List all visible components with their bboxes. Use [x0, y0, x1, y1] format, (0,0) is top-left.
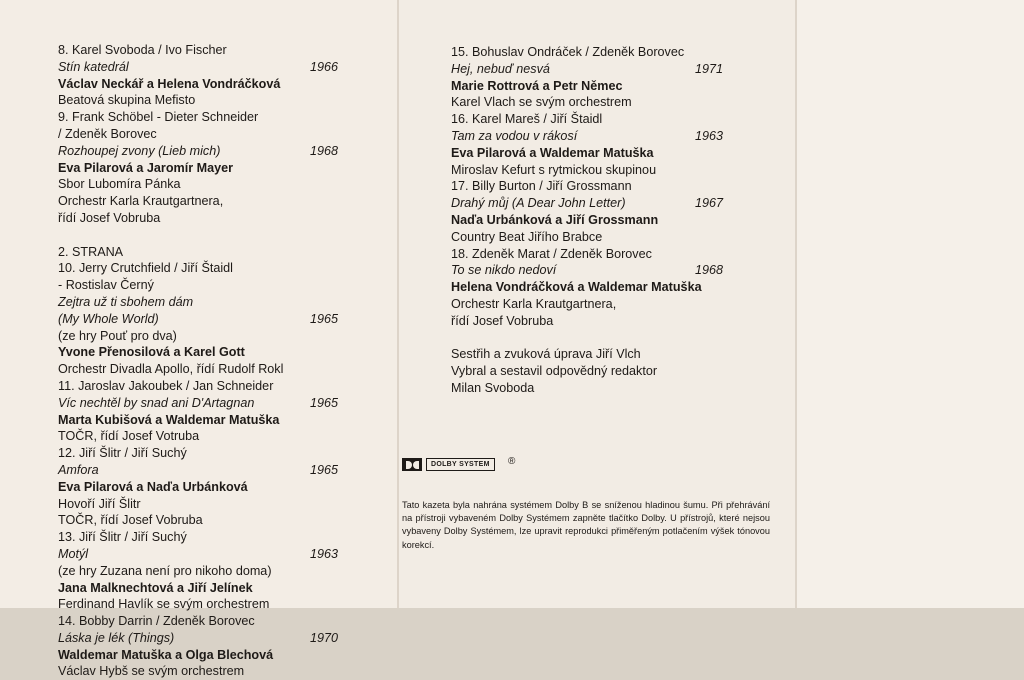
line-text: 15. Bohuslav Ondráček / Zdeněk Borovec: [451, 45, 685, 59]
line-text: Miroslav Kefurt s rytmickou skupinou: [451, 162, 657, 177]
text-line: [58, 613, 338, 630]
line-text: Stín katedrál: [58, 59, 129, 74]
text-line: [451, 162, 723, 179]
line-text: Jana Malknechtová a Jiří Jelínek: [58, 580, 253, 595]
year-label: 1966: [309, 59, 338, 74]
line-text: (My Whole World): [58, 311, 159, 326]
year-label: 1965: [309, 462, 338, 477]
text-line: [451, 78, 723, 95]
line-text: Marta Kubišová a Waldemar Matuška: [58, 412, 280, 427]
line-text: 14. Bobby Darrin / Zdeněk Borovec: [58, 614, 255, 629]
year-label: 1963: [309, 546, 338, 561]
line-text: řídí Josef Vobruba: [58, 210, 161, 225]
line-text: Amfora: [58, 462, 99, 477]
line-text: Milan Svoboda: [451, 380, 535, 395]
text-line: [451, 94, 723, 111]
text-line: [451, 111, 723, 128]
text-line: [451, 313, 723, 330]
line-text: TOČR, řídí Josef Votruba: [58, 429, 200, 444]
line-text: Václav Neckář a Helena Vondráčková: [58, 76, 281, 91]
tracklist-middle: [451, 44, 723, 397]
line-text: 12. Jiří Šlitr / Jiří Suchý: [58, 446, 187, 461]
text-line: [58, 395, 338, 412]
year-label: 1967: [694, 196, 723, 211]
line-text: Orchestr Karla Krautgartnera,: [58, 194, 224, 209]
line-text: Láska je lék (Things): [58, 630, 175, 645]
text-line: [451, 262, 723, 279]
line-text: 18. Zdeněk Marat / Zdeněk Borovec: [451, 246, 652, 261]
text-line: [58, 176, 338, 193]
line-text: Vybral a sestavil odpovědný redaktor: [451, 364, 658, 379]
text-line: [451, 44, 723, 61]
line-text: Tam za vodou v rákosí: [451, 128, 578, 143]
line-text: Orchestr Divadla Apollo, řídí Rudolf Rokl: [58, 362, 284, 377]
line-text: Ferdinand Havlík se svým orchestrem: [58, 597, 270, 612]
line-text: Václav Hybš se svým orchestrem: [58, 664, 245, 679]
line-text: Sbor Lubomíra Pánka: [58, 177, 181, 192]
text-line: [451, 380, 723, 397]
line-text: 10. Jerry Crutchfield / Jiří Štaidl: [58, 261, 233, 276]
line-text: 16. Karel Mareš / Jiří Štaidl: [451, 112, 603, 127]
text-line: [451, 195, 723, 212]
line-text: (ze hry Pouť pro dva): [58, 328, 177, 343]
text-line: [58, 412, 338, 429]
spacer: [58, 227, 338, 244]
text-line: [58, 210, 338, 227]
year-label: 1970: [309, 630, 338, 645]
year-label: 1968: [694, 263, 723, 278]
year-label: 1965: [309, 311, 338, 326]
line-text: Eva Pilarová a Naďa Urbánková: [58, 479, 248, 494]
line-text: Karel Vlach se svým orchestrem: [451, 95, 632, 110]
line-text: Rozhoupej zvony (Lieb mich): [58, 143, 221, 158]
line-text: 13. Jiří Šlitr / Jiří Suchý: [58, 530, 187, 545]
line-text: Hovoří Jiří Šlitr: [58, 496, 141, 511]
text-line: [58, 546, 338, 563]
text-line: [58, 529, 338, 546]
text-line: [451, 61, 723, 78]
text-line: [58, 193, 338, 210]
year-label: 1965: [309, 395, 338, 410]
text-line: [58, 294, 338, 311]
text-line: [451, 128, 723, 145]
line-text: Hej, nebuď nesvá: [451, 61, 550, 76]
tracklist-left: [58, 42, 338, 680]
text-line: [58, 630, 338, 647]
text-line: [451, 229, 723, 246]
line-text: 11. Jaroslav Jakoubek / Jan Schneider: [58, 378, 274, 393]
year-label: 1968: [309, 143, 338, 158]
line-text: Motýl: [58, 546, 89, 561]
text-line: [58, 428, 338, 445]
line-text: Helena Vondráčková a Waldemar Matuška: [451, 280, 702, 295]
text-line: [58, 311, 338, 328]
text-line: [58, 462, 338, 479]
text-line: [451, 145, 723, 162]
dolby-logo: [402, 458, 495, 471]
line-text: 17. Billy Burton / Jiří Grossmann: [451, 179, 632, 194]
text-line: [58, 361, 338, 378]
spacer: [451, 330, 723, 347]
line-text: (ze hry Zuzana není pro nikoho doma): [58, 563, 272, 578]
line-text: 8. Karel Svoboda / Ivo Fischer: [58, 43, 227, 57]
text-line: [58, 344, 338, 361]
line-text: Eva Pilarová a Waldemar Matuška: [451, 145, 654, 160]
text-line: [58, 563, 338, 580]
text-line: [451, 246, 723, 263]
line-text: Marie Rottrová a Petr Němec: [451, 78, 623, 93]
year-label: 1963: [694, 128, 723, 143]
line-text: To se nikdo nedoví: [451, 263, 557, 278]
line-text: 9. Frank Schöbel - Dieter Schneider: [58, 110, 259, 125]
text-line: [58, 663, 338, 680]
text-line: [58, 143, 338, 160]
line-text: / Zdeněk Borovec: [58, 126, 157, 141]
fold-line: [397, 0, 399, 608]
text-line: [451, 296, 723, 313]
line-text: řídí Josef Vobruba: [451, 313, 554, 328]
text-line: [451, 363, 723, 380]
line-text: Country Beat Jiřího Brabce: [451, 229, 603, 244]
line-text: Zejtra už ti sbohem dám: [58, 294, 194, 309]
text-line: [58, 378, 338, 395]
text-line: [58, 260, 338, 277]
line-text: Eva Pilarová a Jaromír Mayer: [58, 160, 234, 175]
line-text: 2. STRANA: [58, 244, 124, 259]
text-line: [58, 42, 338, 59]
text-line: [58, 580, 338, 597]
dolby-system-label: DOLBY SYSTEM: [426, 458, 495, 471]
text-line: [58, 126, 338, 143]
text-line: [58, 160, 338, 177]
text-line: [58, 92, 338, 109]
line-text: TOČR, řídí Josef Vobruba: [58, 513, 203, 528]
line-text: Orchestr Karla Krautgartnera,: [451, 296, 617, 311]
text-line: [58, 647, 338, 664]
line-text: Víc nechtěl by snad ani D'Artagnan: [58, 395, 255, 410]
line-text: Beatová skupina Mefisto: [58, 93, 196, 108]
text-line: [58, 109, 338, 126]
line-text: Yvone Přenosilová a Karel Gott: [58, 345, 245, 360]
text-line: [58, 328, 338, 345]
line-text: - Rostislav Černý: [58, 278, 154, 293]
text-line: [451, 212, 723, 229]
text-line: [58, 479, 338, 496]
text-line: [58, 76, 338, 93]
text-line: [451, 178, 723, 195]
text-line: [58, 277, 338, 294]
line-text: Drahý můj (A Dear John Letter): [451, 196, 626, 211]
registered-mark: ®: [508, 456, 516, 467]
text-line: [451, 346, 723, 363]
year-label: 1971: [694, 61, 723, 76]
fold-line: [795, 0, 797, 608]
text-line: [58, 512, 338, 529]
text-line: [451, 279, 723, 296]
dolby-note: Tato kazeta byla nahrána systémem Dolby B se sníženou hladinou šumu. Při přehrávání na přístroji vybaveném Dolby Systémem zapněte tlačítko Dolby. U přístrojů, které nejsou vybaveny Dolby Systémem, lze upravit reprodukci přiměřeným potlačením výšek tónovou korekcí.: [402, 500, 770, 550]
right-panel: [796, 0, 1024, 608]
text-line: [58, 496, 338, 513]
text-line: [58, 244, 338, 261]
line-text: Sestřih a zvuková úprava Jiří Vlch: [451, 347, 641, 362]
double-d-icon: [402, 458, 422, 471]
line-text: Naďa Urbánková a Jiří Grossmann: [451, 212, 659, 227]
text-line: [58, 445, 338, 462]
text-line: [58, 596, 338, 613]
line-text: Waldemar Matuška a Olga Blechová: [58, 647, 274, 662]
text-line: [58, 59, 338, 76]
